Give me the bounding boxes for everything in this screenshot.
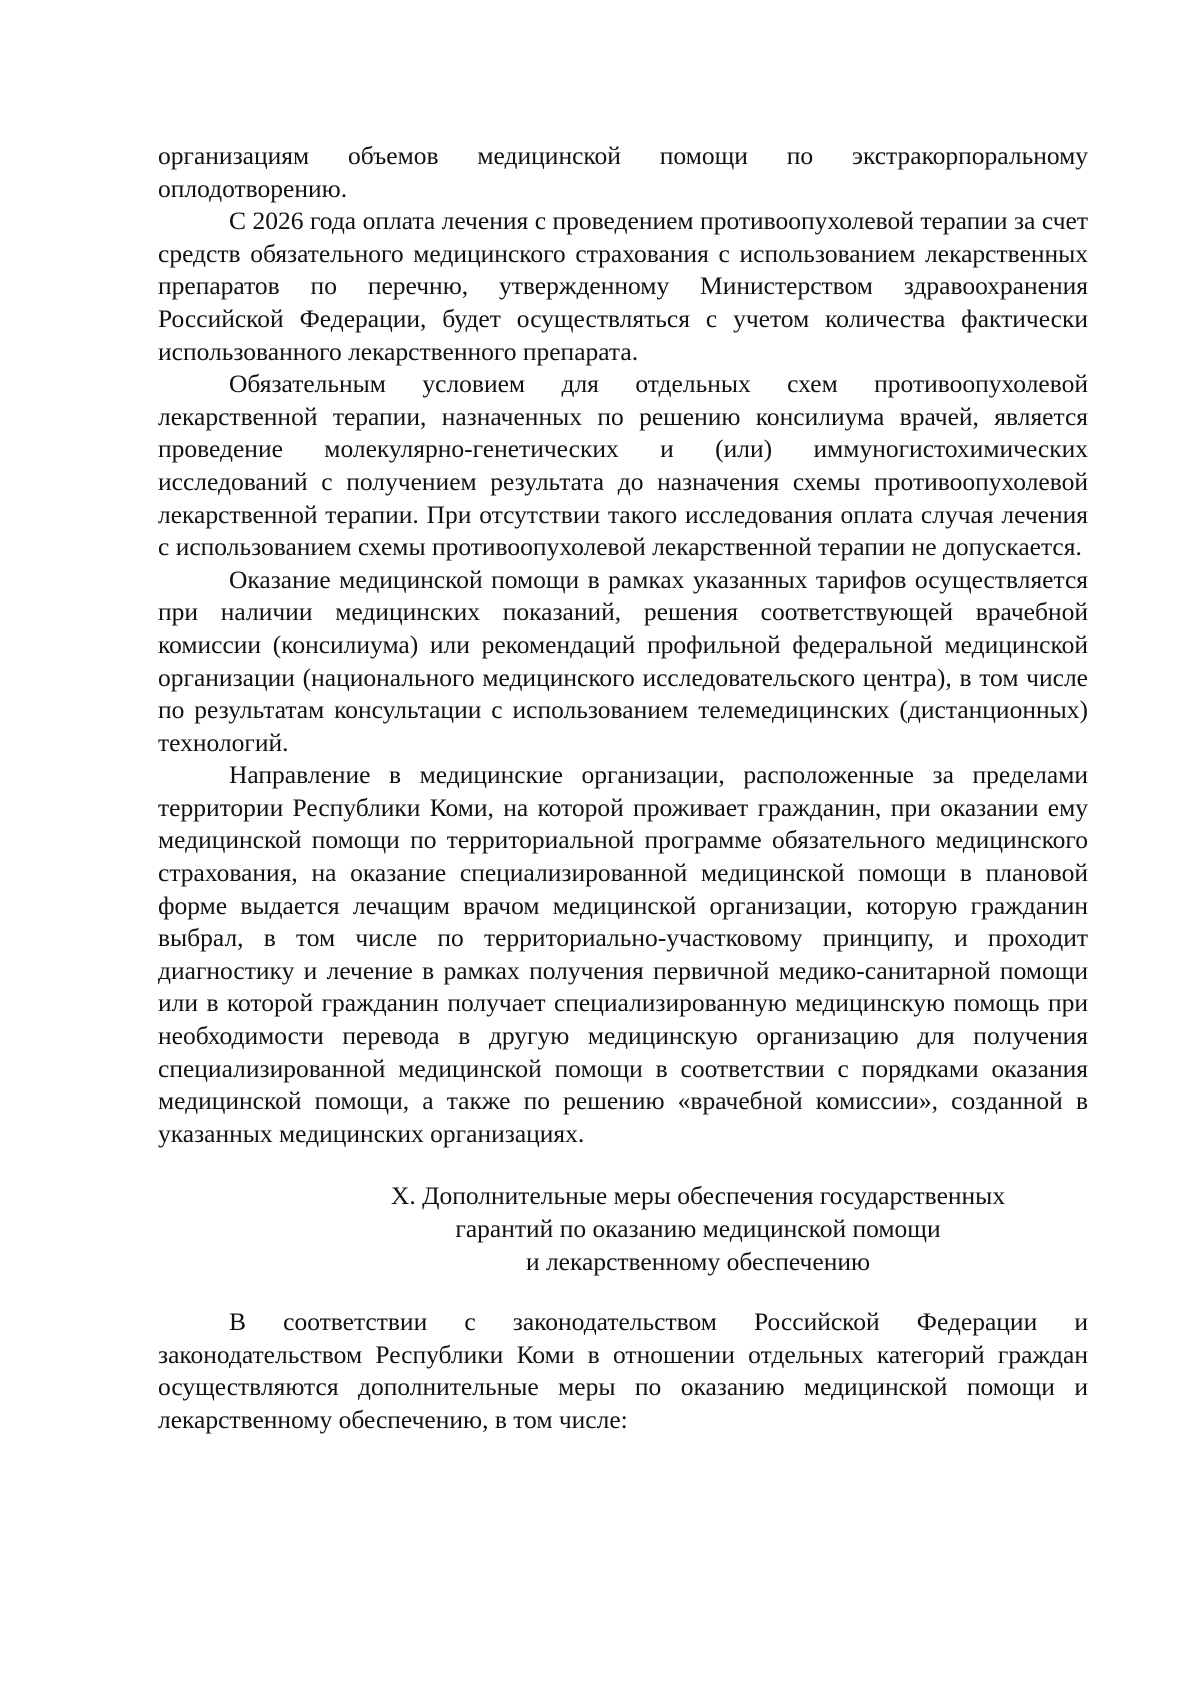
paragraph-continuation: организациям объемов медицинской помощи по экстракорпоральному оплодотворению. bbox=[158, 141, 1088, 203]
paragraph-mandatory-condition: Обязательным условием для отдельных схем противоопухолевой лекарственной терапии, назначенных по решению консилиума врачей, является проведение молекулярно-генетических и (или) иммуногистохимических исследований с получением результата до назначения схемы противоопухолевой лекарственной терапии. При отсутствии такого исследования оплата случая лечения с использованием схемы противоопухолевой лекарственной терапии не допускается. bbox=[158, 369, 1088, 562]
paragraph-care-provision: Оказание медицинской помощи в рамках указанных тарифов осуществляется при наличии медицинских показаний, решения соответствующей врачебной комиссии (консилиума) или рекомендаций профильной федеральной медицинской организации (национального медицинского исследовательского центра), в том числе по результатам консультации с использованием телемедицинских (дистанционных) технологий. bbox=[158, 564, 1088, 757]
section-heading-line-2: гарантий по оказанию медицинской помощи bbox=[455, 1214, 941, 1243]
section-heading-line-3: и лекарственному обеспечению bbox=[525, 1246, 871, 1276]
section-heading bbox=[158, 1180, 1088, 1278]
paragraph-referral: Направление в медицинские организации, расположенные за пределами территории Республики Коми, на которой проживает гражданин, при оказании ему медицинской помощи по территориальной программе обязательного медицинского страхования, на оказание специализированной медицинской помощи в плановой форме выдается лечащим врачом медицинской организации, которую гражданин выбрал, в том числе по территориально-участковому принципу, и проходит диагностику и лечение в рамках получения первичной медико-санитарной помощи или в которой гражданин получает специализированную медицинскую помощь при необходимости перевода в другую медицинскую организацию для получения специализированной медицинской помощи в соответствии с порядками оказания медицинской помощи, а также по решению «врачебной комиссии», созданной в указанных медицинских организациях. bbox=[158, 760, 1088, 1148]
paragraph-antitumor-therapy-payment: С 2026 года оплата лечения с проведением противоопухолевой терапии за счет средств обязательного медицинского страхования с использованием лекарственных препаратов по перечню, утвержденному Министерством здравоохранения Российской Федерации, будет осуществляться с учетом количества фактически использованного лекарственного препарата. bbox=[158, 206, 1088, 366]
section-heading-line-1: X. Дополнительные меры обеспечения государственных bbox=[390, 1181, 1006, 1211]
document-page bbox=[158, 140, 1088, 1437]
paragraph-additional-measures: В соответствии с законодательством Российской Федерации и законодательством Республики Коми в отношении отдельных категорий граждан осуществляются дополнительные меры по оказанию медицинской помощи и лекарственному обеспечению, в том числе: bbox=[158, 1307, 1088, 1434]
